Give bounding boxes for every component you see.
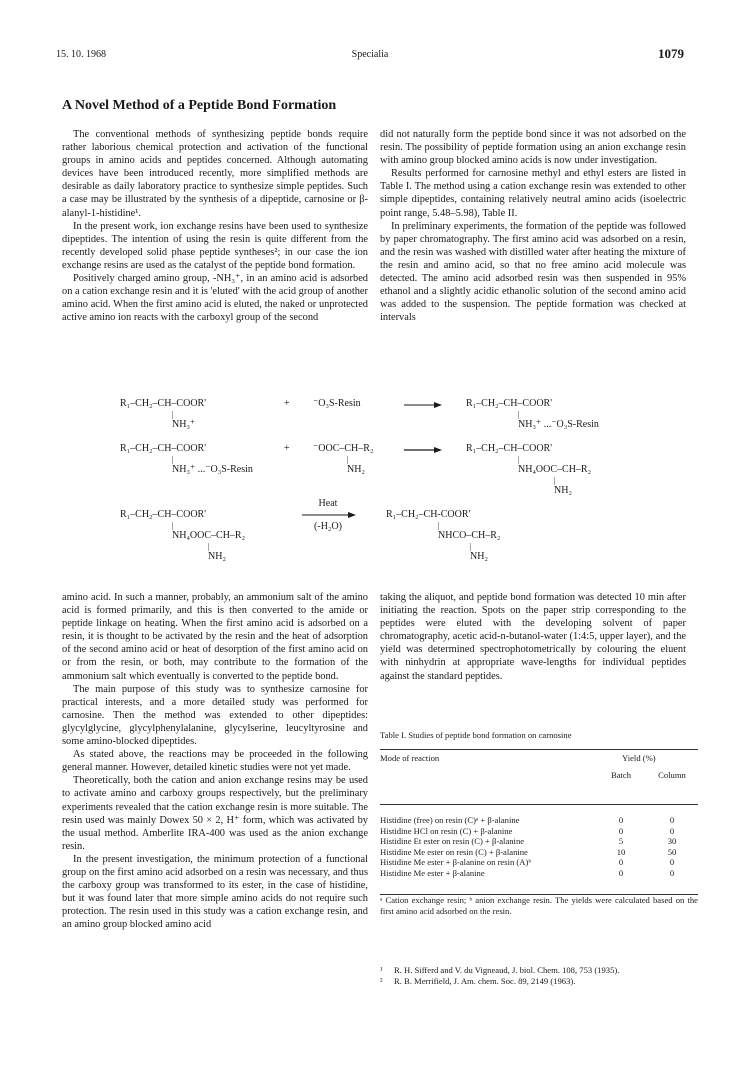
formula-line: NH₂ <box>470 551 488 562</box>
results-table <box>380 749 698 895</box>
bond-mark: | <box>438 521 440 530</box>
header-yield: Yield (%) <box>622 753 656 763</box>
cell-batch: 0 <box>618 867 624 878</box>
column-left-top <box>62 128 368 324</box>
cell-batch: 10 <box>616 846 626 857</box>
cell-mode: Histidine Me ester + β-alanine <box>380 867 485 878</box>
column-left-bottom <box>62 591 368 931</box>
header-mode: Mode of reaction <box>380 753 440 763</box>
cell-column: 0 <box>669 815 675 825</box>
bond-mark: | <box>518 410 520 419</box>
header-batch: Batch <box>610 770 632 780</box>
reactant-amino-ester <box>120 398 206 432</box>
formula-line: NH₄OOC–CH–R₂ <box>518 464 592 475</box>
arrow-icon <box>404 444 442 456</box>
reaction-condition <box>298 498 358 534</box>
condition-heat: Heat <box>318 498 338 509</box>
table-row <box>380 815 698 826</box>
cell-mode: Histidine Me ester on resin (C) + β-alanine <box>380 846 528 857</box>
issue-date: 15. 10. 1968 <box>56 49 106 60</box>
plus-sign: + <box>284 398 290 409</box>
bond-mark: | <box>518 455 520 464</box>
paragraph: Positively charged amino group, -NH₃⁺, in an amino acid is adsorbed on a cation exchange resin and it is 'eluted' with the acid group of another amino acid. When the first amino acid is eluted, the naked or unprotected active amino ion reacts with the carboxyl group of the second <box>62 273 368 324</box>
table-row <box>380 847 698 858</box>
table-top-rule <box>380 749 698 750</box>
arrow-icon <box>298 511 358 521</box>
table-caption: Table I. Studies of peptide bond formation on carnosine <box>380 730 572 740</box>
formula-line: NH₂ <box>347 464 365 475</box>
formula-line: NH₃⁺ <box>172 419 196 430</box>
page-header <box>56 46 684 66</box>
reference-number: ² <box>380 976 383 986</box>
reference-text: R. B. Merrifield, J. Am. chem. Soc. 89, 2149 (1963). <box>394 976 576 986</box>
reactant-ammonium-salt <box>120 509 246 564</box>
bond-mark: | <box>172 521 174 530</box>
reference-item <box>380 965 698 976</box>
paragraph: In the present work, ion exchange resins have been used to synthesize dipeptides. The intention of using the resin is quite different from the recently developed solid phase peptide syntheses²; in our case the ion exchange resins are used as the catalyst of the peptide bond formation. <box>62 220 368 271</box>
formula-line: NHCO–CH–R₂ <box>438 530 501 541</box>
cell-mode: Histidine Et ester on resin (C) + β-alanine <box>380 836 525 846</box>
table-row <box>380 857 698 868</box>
formula-line: R₁–CH₂–CH–COOR' <box>120 443 207 454</box>
reference-number: ¹ <box>380 965 383 975</box>
plus-sign: + <box>284 443 290 454</box>
formula-line: R₁–CH₂–CH-COOR' <box>386 509 471 520</box>
formula-line: NH₄OOC–CH–R₂ <box>172 530 246 541</box>
formula-line: R₁–CH₂–CH–COOR' <box>120 509 207 520</box>
condition-dehydration: (-H₂O) <box>314 521 342 532</box>
paragraph: The main purpose of this study was to synthesize carnosine for practical interests, and a more detailed study was performed for carnosine. Then the method was extended to other dipeptides: glycylglycine, glycylphenylalanine, glycylserine, leucyltyrosine and some amino-blocked dipeptides. <box>62 683 368 748</box>
cell-column: 0 <box>669 857 675 867</box>
reference-item <box>380 976 698 987</box>
cell-batch: 0 <box>618 857 624 867</box>
cell-column: 50 <box>667 846 677 857</box>
references <box>380 965 698 987</box>
cell-mode: Histidine Me ester + β-alanine on resin (A)ᵇ <box>380 857 532 867</box>
table-footnote: ᵃ Cation exchange resin; ᵇ anion exchange resin. The yields were calculated based on the first amino acid adsorbed on the resin. <box>380 895 698 916</box>
formula-line: NH₂ <box>554 485 572 496</box>
header-column: Column <box>658 770 686 780</box>
formula-line: NH₂ <box>208 551 226 562</box>
cell-column: 30 <box>667 836 677 846</box>
table-subheader-row <box>380 770 698 784</box>
table-header-row <box>380 753 698 767</box>
cell-batch: 5 <box>618 836 624 846</box>
formula-line: R₁–CH₂–CH–COOR' <box>466 443 553 454</box>
paragraph: The conventional methods of synthesizing peptide bonds require rather laborious chemical protection and activation of the functional groups in amino acids and peptides concerned. Although automating devices have been introduced recently, more simplified methods are desirable as daily laboratory practice to synthesize simple peptides. Such a case may be illustrated by the synthesis of a dipeptide, carnosine or β-alanyl-1-histidine¹. <box>62 129 368 219</box>
formula-line: NH₃⁺ ...⁻O₃S-Resin <box>172 464 253 475</box>
arrow-icon <box>404 399 442 411</box>
paragraph: amino acid. In such a manner, probably, an ammonium salt of the amino acid is formed primarily, and this is then converted to the amide or peptide linkage on heating. When the first amino acid is adsorbed on a resin, it is thought to be activated by the resin and the heat of adsorption of the second amino acid or heat of desorption of the first amino acid on or from the resin, or both, may contribute to the formation of the ammonium salt which eventually is converted to the peptide bond. <box>62 592 368 682</box>
product-ammonium-salt <box>466 443 592 498</box>
product-peptide <box>386 509 501 564</box>
column-right-top <box>380 128 686 324</box>
formula-line: R₁–CH₂–CH–COOR' <box>466 398 553 409</box>
reactant-adsorbed <box>120 443 253 477</box>
paragraph: As stated above, the reactions may be proceeded in the following general manner. However, detailed kinetic studies were not yet made. <box>62 749 368 774</box>
resin-anion: ⁻O₃S-Resin <box>313 398 361 409</box>
bond-mark: | <box>208 542 210 551</box>
cell-mode: Histidine HCl on resin (C) + β-alanine <box>380 825 513 836</box>
paragraph: In preliminary experiments, the formation of the peptide was followed by paper chromatography. The first amino acid was adsorbed on a resin, and the resin was washed with distilled water after heating the mixture of the resin and amino acid, so that no free amino acid molecule was detected. The amino acid adsorbed resin was then suspended in 95% ethanol and a slightly acidic ethanolic solution of the second amino acid was added to the suspension. The peptide formation was checked at intervals <box>380 220 686 324</box>
cell-column: 0 <box>669 825 675 836</box>
section-name: Specialia <box>351 49 389 60</box>
formula-line: ⁻OOC–CH–R₂ <box>313 443 374 454</box>
formula-line: R₁–CH₂–CH–COOR' <box>120 398 207 409</box>
page-number: 1079 <box>658 46 684 61</box>
table-row <box>380 826 698 837</box>
bond-mark: | <box>347 455 349 464</box>
column-right-bottom <box>380 591 686 683</box>
bond-mark: | <box>470 542 472 551</box>
cell-batch: 0 <box>618 815 624 825</box>
product-adsorbed <box>466 398 599 432</box>
paragraph: taking the aliquot, and peptide bond formation was detected 10 min after initiating the reaction. Spots on the paper strip corresponding to the peptides were eluted with the developing solvent of paper chromatography, acetic acid-n-butanol-water (1:4:5, upper layer), and the yield was determined spectrophotometrically by colouring the eluent with ninhydrin at appropriate wave-lengths for individual peptides against the standard peptides. <box>380 592 686 682</box>
bond-mark: | <box>554 476 556 485</box>
paragraph: Theoretically, both the cation and anion exchange resins may be used to activate amino and carboxy groups respectively, but the preliminary experiments revealed that the cation exchange resin is more suitable. The resin used was mainly Dowex 50 × 2, H⁺ form, which was activated by the usual method. Amberlite IRA-400 was used as the anion exchange resin. <box>62 775 368 852</box>
cell-batch: 0 <box>618 825 624 836</box>
bond-mark: | <box>172 455 174 464</box>
paragraph: did not naturally form the peptide bond since it was not adsorbed on the resin. The possibility of peptide formation using an anion exchange resin with amino group blocked amino acids is now under investigation. <box>380 129 686 167</box>
table-row <box>380 836 698 847</box>
paragraph: Results performed for carnosine methyl and ethyl esters are listed in Table I. The method using a cation exchange resin was extended to other simple dipeptides, containing relatively neutral amino acids (isoelectric point range, 5.48–5.98), Table II. <box>380 168 686 219</box>
bond-mark: | <box>172 410 174 419</box>
article-title: A Novel Method of a Peptide Bond Formation <box>62 98 337 113</box>
cell-column: 0 <box>669 867 675 878</box>
reference-text: R. H. Sifferd and V. du Vigneaud, J. biol. Chem. 108, 753 (1935). <box>394 965 620 975</box>
second-amino-acid <box>313 443 373 477</box>
cell-mode: Histidine (free) on resin (C)ᵃ + β-alanine <box>380 815 520 825</box>
formula-line: NH₃⁺ ...⁻O₃S-Resin <box>518 419 599 430</box>
table-row <box>380 868 698 879</box>
paragraph: In the present investigation, the minimum protection of a functional group on the first amino acid adsorbed on a resin was necessary, and thus the carboxy group was transformed to its ester, in the case of histidine, but it was found later that more simple amino acids do not require such protection. The resin used in this study was a cation exchange resin, and an amino group blocked amino acid <box>62 853 368 931</box>
